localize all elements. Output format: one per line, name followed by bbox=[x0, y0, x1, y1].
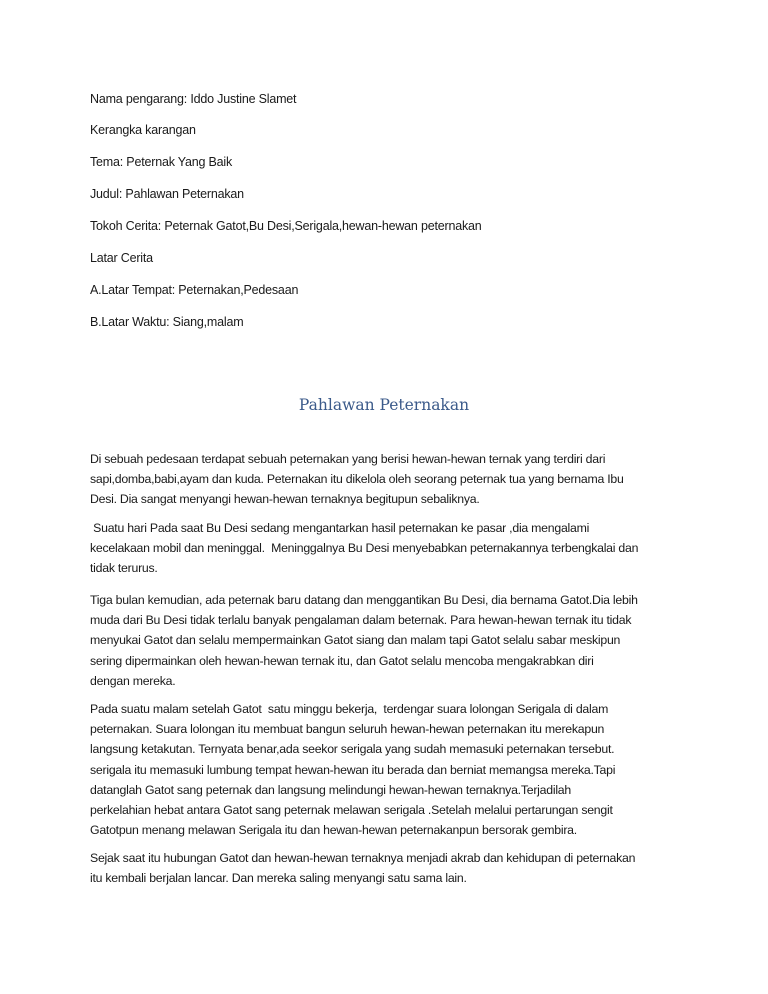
story-title: Pahlawan Peternakan bbox=[298, 396, 470, 414]
paragraph-line: tidak terurus. bbox=[90, 561, 158, 576]
story-paragraph bbox=[90, 449, 710, 510]
story-paragraph bbox=[90, 848, 710, 888]
paragraph-line: itu kembali berjalan lancar. Dan mereka saling menyangi satu sama lain. bbox=[90, 871, 467, 886]
paragraph-line: Tiga bulan kemudian, ada peternak baru datang dan menggantikan Bu Desi, dia bernama Gatot.Dia lebih bbox=[90, 593, 638, 607]
story-paragraph bbox=[90, 518, 710, 579]
paragraph-line: kecelakaan mobil dan meninggal. Meninggalnya Bu Desi menyebabkan peternakannya terbengkalai dan bbox=[90, 541, 639, 556]
setting-time-line: B.Latar Waktu: Siang,malam bbox=[90, 315, 244, 329]
paragraph-line: langsung ketakutan. Ternyata benar,ada seekor serigala yang sudah memasuki peternakan tersebut. bbox=[90, 742, 615, 757]
paragraph-line: muda dari Bu Desi tidak terlalu banyak pengalaman dalam beternak. Para hewan-hewan ternak itu tidak bbox=[90, 613, 632, 628]
paragraph-line: Gatotpun menang melawan Serigala itu dan hewan-hewan peternakanpun bersorak gembira. bbox=[90, 823, 577, 838]
paragraph-line: Sejak saat itu hubungan Gatot dan hewan-hewan ternaknya menjadi akrab dan kehidupan di peternakan bbox=[90, 851, 636, 865]
paragraph-line: perkelahian hebat antara Gatot sang peternak melawan serigala .Setelah melalui pertarungan sengit bbox=[90, 803, 613, 818]
paragraph-line: datanglah Gatot sang peternak dan langsung melindungi hewan-hewan ternaknya.Terjadilah bbox=[90, 782, 571, 797]
author-line: Nama pengarang: Iddo Justine Slamet bbox=[90, 92, 297, 106]
title-line: Judul: Pahlawan Peternakan bbox=[90, 187, 244, 201]
theme-line: Tema: Peternak Yang Baik bbox=[90, 155, 233, 169]
outline-heading: Kerangka karangan bbox=[90, 123, 196, 137]
characters-line: Tokoh Cerita: Peternak Gatot,Bu Desi,Serigala,hewan-hewan peternakan bbox=[90, 219, 482, 233]
paragraph-line: Di sebuah pedesaan terdapat sebuah peternakan yang berisi hewan-hewan ternak yang terdiri dari bbox=[90, 452, 606, 466]
paragraph-line: sering dipermainkan oleh hewan-hewan ternak itu, dan Gatot selalu mencoba mengakrabkan diri bbox=[90, 653, 594, 668]
setting-heading: Latar Cerita bbox=[90, 251, 153, 265]
paragraph-line: sapi,domba,babi,ayam dan kuda. Peternakan itu dikelola oleh seorang peternak tua yang bernama Ibu bbox=[90, 472, 624, 487]
story-paragraph bbox=[90, 590, 710, 691]
paragraph-line: Pada suatu malam setelah Gatot satu minggu bekerja, terdengar suara lolongan Serigala di dalam bbox=[90, 702, 609, 716]
paragraph-line: dengan mereka. bbox=[90, 673, 176, 688]
paragraph-line: Suatu hari Pada saat Bu Desi sedang mengantarkan hasil peternakan ke pasar ,dia mengalami bbox=[90, 521, 590, 535]
paragraph-line: Desi. Dia sangat menyangi hewan-hewan ternaknya begitupun sebaliknya. bbox=[90, 492, 480, 507]
paragraph-line: serigala itu memasuki lumbung tempat hewan-hewan itu berada dan berniat memangsa mereka.Tapi bbox=[90, 762, 616, 777]
story-paragraph bbox=[90, 699, 710, 840]
paragraph-line: peternakan. Suara lolongan itu membuat bangun seluruh hewan-hewan peternakan itu merekapun bbox=[90, 722, 605, 737]
setting-place-line: A.Latar Tempat: Peternakan,Pedesaan bbox=[90, 283, 299, 297]
paragraph-line: menyukai Gatot dan selalu mempermainkan Gatot siang dan malam tapi Gatot selalu sabar meskipun bbox=[90, 633, 621, 648]
